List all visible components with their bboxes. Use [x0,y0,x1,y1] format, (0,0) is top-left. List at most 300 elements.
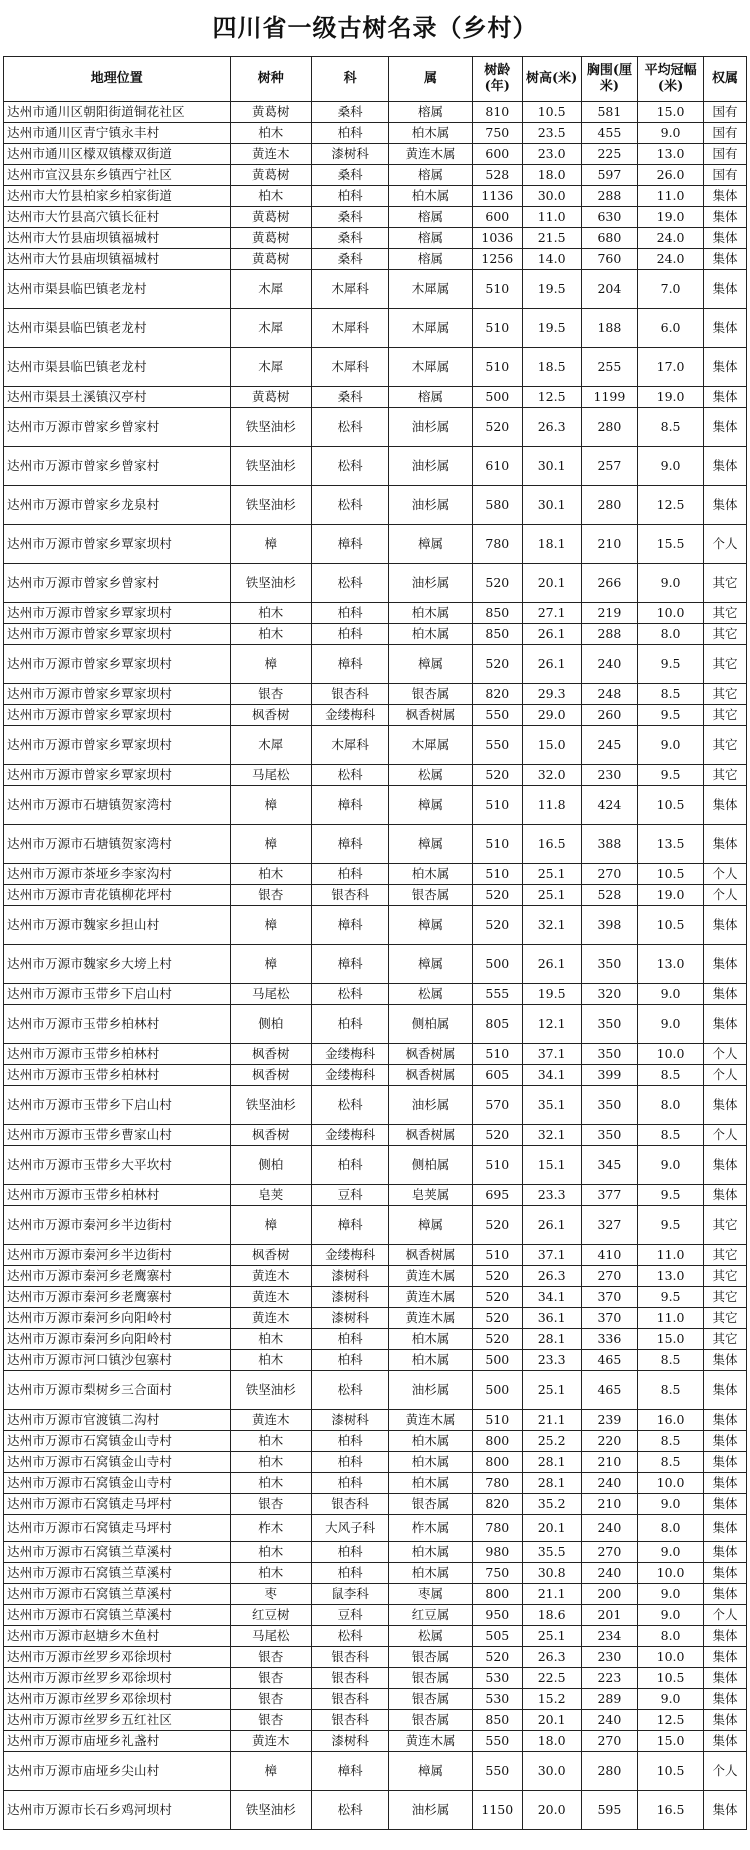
cell-genus: 黄连木属 [389,1410,473,1431]
cell-crown: 19.0 [638,387,704,408]
cell-girth: 388 [581,825,638,864]
cell-species: 柞木 [230,1515,312,1542]
cell-location: 达州市万源市曾家乡覃家坝村 [4,624,231,645]
cell-girth: 465 [581,1350,638,1371]
cell-genus: 银杏属 [389,885,473,906]
cell-height: 28.1 [522,1473,581,1494]
cell-family: 木犀科 [312,726,389,765]
table-row [4,123,747,144]
cell-genus: 榕属 [389,228,473,249]
cell-genus: 松属 [389,765,473,786]
cell-location: 达州市大竹县庙坝镇福城村 [4,228,231,249]
cell-family: 柏科 [312,624,389,645]
cell-species: 黄连木 [230,1308,312,1329]
table-row [4,1584,747,1605]
cell-crown: 8.5 [638,684,704,705]
cell-height: 19.5 [522,309,581,348]
table-row [4,645,747,684]
cell-crown: 10.0 [638,1563,704,1584]
cell-genus: 黄连木属 [389,1266,473,1287]
cell-genus: 银杏属 [389,684,473,705]
cell-family: 桑科 [312,165,389,186]
cell-location: 达州市万源市玉带乡下启山村 [4,984,231,1005]
cell-genus: 樟属 [389,525,473,564]
cell-crown: 13.0 [638,1266,704,1287]
cell-location: 达州市大竹县柏家乡柏家街道 [4,186,231,207]
cell-ownership: 集体 [703,1146,746,1185]
cell-family: 松科 [312,1626,389,1647]
cell-crown: 13.5 [638,825,704,864]
cell-location: 达州市万源市秦河乡老鹰寨村 [4,1287,231,1308]
cell-location: 达州市万源市曾家乡覃家坝村 [4,603,231,624]
cell-genus: 榕属 [389,207,473,228]
cell-species: 黄连木 [230,1266,312,1287]
cell-genus: 柏木属 [389,1350,473,1371]
cell-height: 30.0 [522,1752,581,1791]
cell-girth: 270 [581,1542,638,1563]
cell-genus: 柏木属 [389,603,473,624]
cell-genus: 油杉属 [389,486,473,525]
cell-crown: 16.0 [638,1410,704,1431]
cell-girth: 595 [581,1791,638,1830]
cell-family: 樟科 [312,525,389,564]
cell-genus: 柏木属 [389,624,473,645]
cell-crown: 15.5 [638,525,704,564]
cell-crown: 8.5 [638,1125,704,1146]
cell-family: 银杏科 [312,1668,389,1689]
cell-crown: 9.5 [638,765,704,786]
cell-height: 35.1 [522,1086,581,1125]
cell-girth: 336 [581,1329,638,1350]
table-row [4,1065,747,1086]
cell-girth: 225 [581,144,638,165]
cell-species: 樟 [230,825,312,864]
cell-ownership: 其它 [703,564,746,603]
cell-crown: 9.0 [638,984,704,1005]
cell-location: 达州市宣汉县东乡镇西宁社区 [4,165,231,186]
cell-ownership: 国有 [703,165,746,186]
cell-girth: 257 [581,447,638,486]
table-row [4,525,747,564]
cell-height: 15.2 [522,1689,581,1710]
table-row [4,1752,747,1791]
col-header-species: 树种 [230,57,312,102]
cell-species: 银杏 [230,1689,312,1710]
table-row [4,1431,747,1452]
cell-species: 柏木 [230,1542,312,1563]
cell-location: 达州市万源市曾家乡覃家坝村 [4,765,231,786]
cell-family: 柏科 [312,603,389,624]
cell-family: 桑科 [312,207,389,228]
cell-height: 28.1 [522,1452,581,1473]
cell-girth: 350 [581,1086,638,1125]
cell-location: 达州市万源市石窝镇走马坪村 [4,1494,231,1515]
cell-height: 19.5 [522,984,581,1005]
cell-girth: 255 [581,348,638,387]
cell-ownership: 其它 [703,645,746,684]
cell-location: 达州市万源市石塘镇贺家湾村 [4,825,231,864]
cell-species: 黄连木 [230,1410,312,1431]
table-row [4,1473,747,1494]
cell-height: 34.1 [522,1287,581,1308]
cell-girth: 399 [581,1065,638,1086]
cell-age: 520 [472,906,522,945]
table-row [4,249,747,270]
cell-family: 桑科 [312,102,389,123]
cell-crown: 15.0 [638,102,704,123]
cell-age: 520 [472,408,522,447]
cell-girth: 270 [581,1731,638,1752]
cell-location: 达州市万源市石窝镇金山寺村 [4,1452,231,1473]
cell-crown: 9.5 [638,1287,704,1308]
cell-ownership: 集体 [703,1731,746,1752]
cell-height: 12.5 [522,387,581,408]
cell-height: 37.1 [522,1245,581,1266]
cell-girth: 320 [581,984,638,1005]
cell-age: 550 [472,726,522,765]
cell-family: 木犀科 [312,348,389,387]
cell-species: 樟 [230,1752,312,1791]
cell-height: 29.3 [522,684,581,705]
page-title: 四川省一级古树名录（乡村） [212,13,538,42]
cell-species: 红豆树 [230,1605,312,1626]
cell-height: 20.0 [522,1791,581,1830]
cell-species: 柏木 [230,123,312,144]
table-row [4,165,747,186]
cell-ownership: 集体 [703,1431,746,1452]
cell-genus: 油杉属 [389,564,473,603]
cell-family: 樟科 [312,645,389,684]
cell-height: 30.8 [522,1563,581,1584]
cell-species: 铁坚油杉 [230,1371,312,1410]
cell-age: 850 [472,1710,522,1731]
cell-age: 850 [472,603,522,624]
cell-crown: 17.0 [638,348,704,387]
cell-height: 11.0 [522,207,581,228]
cell-girth: 240 [581,1473,638,1494]
cell-crown: 8.5 [638,1371,704,1410]
cell-height: 30.0 [522,186,581,207]
cell-age: 505 [472,1626,522,1647]
cell-crown: 8.0 [638,624,704,645]
cell-crown: 8.5 [638,1452,704,1473]
cell-girth: 280 [581,408,638,447]
table-row [4,1125,747,1146]
cell-location: 达州市渠县临巴镇老龙村 [4,348,231,387]
cell-genus: 柏木属 [389,1542,473,1563]
cell-crown: 9.0 [638,1146,704,1185]
cell-genus: 木犀属 [389,270,473,309]
cell-family: 樟科 [312,945,389,984]
cell-height: 21.1 [522,1584,581,1605]
cell-crown: 11.0 [638,1245,704,1266]
cell-age: 600 [472,144,522,165]
table-row [4,1647,747,1668]
cell-height: 23.5 [522,123,581,144]
cell-girth: 188 [581,309,638,348]
cell-genus: 枫香树属 [389,1065,473,1086]
cell-height: 18.0 [522,1731,581,1752]
cell-age: 510 [472,825,522,864]
cell-location: 达州市万源市玉带乡下启山村 [4,1086,231,1125]
cell-location: 达州市万源市玉带乡柏林村 [4,1185,231,1206]
cell-species: 银杏 [230,1647,312,1668]
cell-age: 510 [472,270,522,309]
table-row [4,1668,747,1689]
cell-family: 柏科 [312,1473,389,1494]
cell-location: 达州市万源市秦河乡向阳岭村 [4,1308,231,1329]
cell-location: 达州市万源市秦河乡老鹰寨村 [4,1266,231,1287]
cell-height: 12.1 [522,1005,581,1044]
cell-height: 26.1 [522,945,581,984]
cell-genus: 黄连木属 [389,144,473,165]
cell-age: 510 [472,786,522,825]
cell-crown: 10.5 [638,864,704,885]
cell-ownership: 集体 [703,1626,746,1647]
cell-species: 柏木 [230,624,312,645]
cell-height: 14.0 [522,249,581,270]
cell-ownership: 集体 [703,228,746,249]
cell-genus: 黄连木属 [389,1308,473,1329]
table-row [4,984,747,1005]
cell-girth: 234 [581,1626,638,1647]
cell-species: 柏木 [230,1452,312,1473]
cell-genus: 银杏属 [389,1647,473,1668]
cell-ownership: 集体 [703,906,746,945]
cell-crown: 13.0 [638,144,704,165]
table-row [4,1287,747,1308]
cell-age: 695 [472,1185,522,1206]
cell-crown: 9.0 [638,564,704,603]
table-row [4,906,747,945]
cell-height: 20.1 [522,1710,581,1731]
cell-girth: 410 [581,1245,638,1266]
cell-crown: 19.0 [638,885,704,906]
table-row [4,1710,747,1731]
cell-height: 18.1 [522,525,581,564]
cell-family: 柏科 [312,1452,389,1473]
cell-age: 520 [472,1206,522,1245]
table-row [4,1791,747,1830]
cell-family: 柏科 [312,186,389,207]
cell-ownership: 集体 [703,1350,746,1371]
cell-genus: 樟属 [389,1206,473,1245]
cell-crown: 8.5 [638,1350,704,1371]
cell-girth: 597 [581,165,638,186]
cell-girth: 350 [581,1005,638,1044]
cell-age: 510 [472,348,522,387]
cell-ownership: 集体 [703,1410,746,1431]
cell-ownership: 个人 [703,864,746,885]
cell-age: 550 [472,705,522,726]
table-row [4,447,747,486]
cell-crown: 10.5 [638,786,704,825]
cell-location: 达州市万源市玉带乡柏林村 [4,1005,231,1044]
cell-genus: 油杉属 [389,1791,473,1830]
cell-crown: 9.0 [638,1494,704,1515]
cell-location: 达州市万源市曾家乡龙泉村 [4,486,231,525]
cell-height: 22.5 [522,1668,581,1689]
cell-age: 800 [472,1584,522,1605]
cell-location: 达州市万源市曾家乡覃家坝村 [4,684,231,705]
cell-genus: 银杏属 [389,1710,473,1731]
cell-location: 达州市通川区青宁镇永丰村 [4,123,231,144]
cell-genus: 木犀属 [389,348,473,387]
cell-ownership: 国有 [703,102,746,123]
cell-family: 柏科 [312,1350,389,1371]
cell-species: 枫香树 [230,1044,312,1065]
cell-height: 21.5 [522,228,581,249]
cell-height: 19.5 [522,270,581,309]
cell-family: 金缕梅科 [312,1044,389,1065]
cell-family: 银杏科 [312,1494,389,1515]
cell-ownership: 国有 [703,144,746,165]
cell-species: 柏木 [230,1329,312,1350]
cell-location: 达州市万源市赵塘乡木鱼村 [4,1626,231,1647]
cell-species: 樟 [230,1206,312,1245]
cell-ownership: 集体 [703,945,746,984]
cell-height: 25.1 [522,864,581,885]
cell-height: 18.0 [522,165,581,186]
cell-genus: 樟属 [389,786,473,825]
cell-crown: 9.0 [638,1689,704,1710]
cell-age: 605 [472,1065,522,1086]
cell-family: 桑科 [312,228,389,249]
cell-location: 达州市万源市石窝镇金山寺村 [4,1473,231,1494]
cell-ownership: 其它 [703,684,746,705]
cell-girth: 327 [581,1206,638,1245]
cell-family: 桑科 [312,249,389,270]
cell-ownership: 其它 [703,1287,746,1308]
col-header-location: 地理位置 [4,57,231,102]
cell-height: 25.2 [522,1431,581,1452]
cell-family: 柏科 [312,1563,389,1584]
cell-ownership: 集体 [703,1005,746,1044]
cell-species: 木犀 [230,726,312,765]
cell-family: 松科 [312,564,389,603]
cell-ownership: 个人 [703,885,746,906]
cell-ownership: 集体 [703,486,746,525]
table-row [4,1206,747,1245]
cell-age: 950 [472,1605,522,1626]
cell-ownership: 集体 [703,1371,746,1410]
cell-genus: 柞木属 [389,1515,473,1542]
cell-age: 510 [472,1410,522,1431]
cell-crown: 9.0 [638,1584,704,1605]
cell-ownership: 集体 [703,1473,746,1494]
cell-location: 达州市万源市玉带乡大平坎村 [4,1146,231,1185]
cell-girth: 248 [581,684,638,705]
cell-species: 柏木 [230,1350,312,1371]
cell-girth: 270 [581,1266,638,1287]
cell-height: 26.3 [522,1647,581,1668]
cell-genus: 松属 [389,1626,473,1647]
cell-crown: 10.5 [638,1668,704,1689]
cell-genus: 油杉属 [389,1371,473,1410]
table-row [4,1329,747,1350]
cell-location: 达州市万源市玉带乡柏林村 [4,1065,231,1086]
cell-genus: 樟属 [389,945,473,984]
cell-girth: 266 [581,564,638,603]
cell-girth: 240 [581,1710,638,1731]
cell-ownership: 个人 [703,1605,746,1626]
cell-location: 达州市万源市丝罗乡邓徐坝村 [4,1668,231,1689]
cell-genus: 枣属 [389,1584,473,1605]
cell-crown: 9.5 [638,1206,704,1245]
cell-species: 黄葛树 [230,165,312,186]
cell-ownership: 集体 [703,408,746,447]
cell-genus: 柏木属 [389,186,473,207]
cell-species: 樟 [230,525,312,564]
cell-location: 达州市万源市石窝镇兰草溪村 [4,1605,231,1626]
cell-ownership: 集体 [703,270,746,309]
cell-height: 28.1 [522,1329,581,1350]
cell-ownership: 集体 [703,447,746,486]
cell-age: 750 [472,1563,522,1584]
cell-girth: 377 [581,1185,638,1206]
cell-age: 520 [472,1329,522,1350]
cell-genus: 皂荚属 [389,1185,473,1206]
cell-crown: 7.0 [638,270,704,309]
cell-family: 柏科 [312,1431,389,1452]
cell-location: 达州市万源市秦河乡向阳岭村 [4,1329,231,1350]
cell-family: 银杏科 [312,684,389,705]
cell-location: 达州市万源市石塘镇贺家湾村 [4,786,231,825]
cell-girth: 288 [581,624,638,645]
cell-age: 780 [472,525,522,564]
cell-height: 23.0 [522,144,581,165]
cell-height: 35.5 [522,1542,581,1563]
cell-location: 达州市万源市石窝镇兰草溪村 [4,1542,231,1563]
cell-location: 达州市大竹县庙坝镇福城村 [4,249,231,270]
table-row [4,726,747,765]
cell-ownership: 其它 [703,1329,746,1350]
cell-ownership: 集体 [703,1086,746,1125]
cell-girth: 210 [581,525,638,564]
cell-height: 26.1 [522,1206,581,1245]
cell-species: 银杏 [230,885,312,906]
cell-height: 32.1 [522,1125,581,1146]
cell-location: 达州市万源市石窝镇兰草溪村 [4,1563,231,1584]
cell-ownership: 其它 [703,603,746,624]
cell-ownership: 集体 [703,825,746,864]
cell-age: 610 [472,447,522,486]
cell-genus: 银杏属 [389,1668,473,1689]
cell-location: 达州市万源市魏家乡担山村 [4,906,231,945]
cell-age: 520 [472,1308,522,1329]
cell-age: 805 [472,1005,522,1044]
cell-girth: 220 [581,1431,638,1452]
cell-genus: 黄连木属 [389,1287,473,1308]
table-row [4,684,747,705]
cell-height: 11.8 [522,786,581,825]
cell-height: 20.1 [522,1515,581,1542]
cell-age: 810 [472,102,522,123]
table-row [4,1452,747,1473]
cell-location: 达州市万源市石窝镇兰草溪村 [4,1584,231,1605]
cell-genus: 榕属 [389,165,473,186]
cell-age: 510 [472,309,522,348]
cell-genus: 榕属 [389,102,473,123]
cell-crown: 9.5 [638,705,704,726]
cell-species: 黄葛树 [230,249,312,270]
cell-age: 520 [472,1125,522,1146]
cell-ownership: 集体 [703,207,746,228]
ancient-tree-table [3,56,747,1830]
cell-species: 黄连木 [230,144,312,165]
cell-crown: 6.0 [638,309,704,348]
cell-species: 侧柏 [230,1005,312,1044]
